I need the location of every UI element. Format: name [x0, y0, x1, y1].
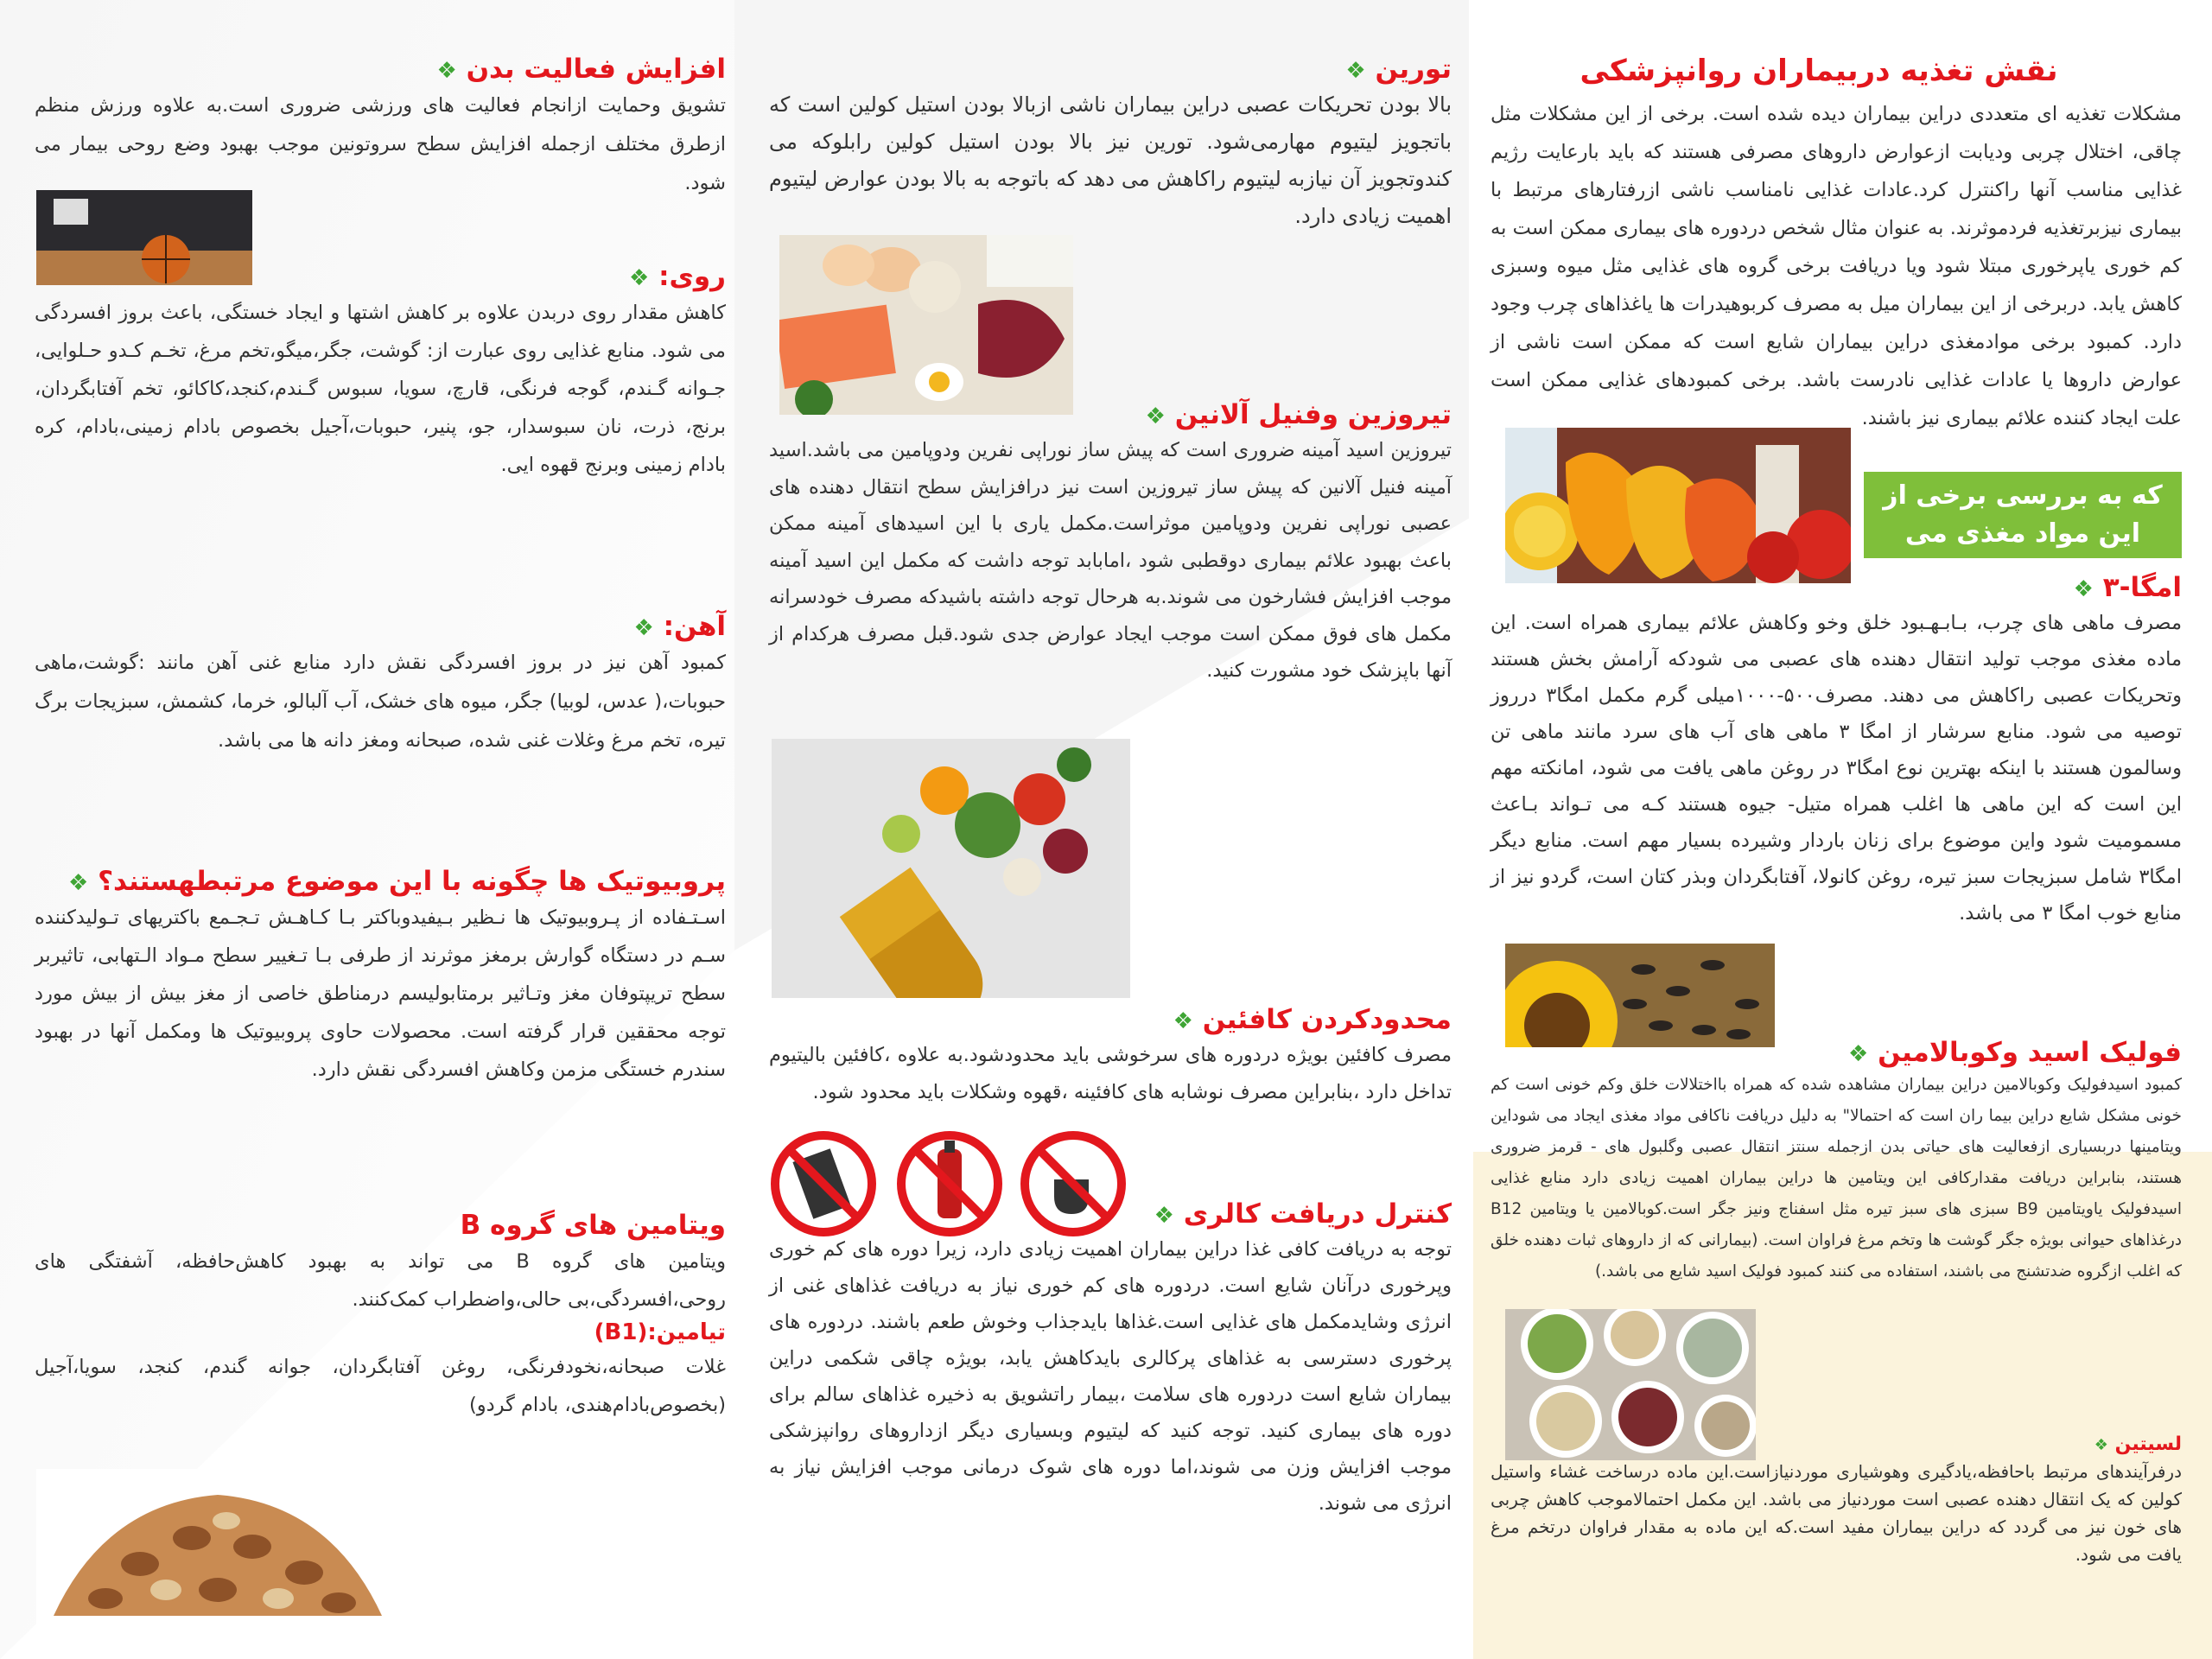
calorie-title: کنترل دریافت کالری ❖: [1154, 1198, 1452, 1230]
zinc-text: کاهش مقدار روی دربدن علاوه بر کاهش اشتها و ایجاد خستگی، باعث بروز افسردگی می شود. منابع غذایی روی عبارت از: گوشت، جگر،میگو،تخم مرغ، تخـم کـدو حـلوایی، جـوانه گـندم، گوجه فرنگی، قارچ، سویا، سبوس گـندم،کنجد،کاکائو، تخم آفتابگردان، برنج، ذرت، نان سبوسدار، جو، پنیر، حبوبات،آجیل بخصوص بادام زمینی،بادام، کره بادام زمینی وبرنج قهوه ایی.: [35, 302, 726, 477]
caffeine-section: [769, 1002, 1452, 1111]
vitamin-b-section: [35, 1208, 726, 1424]
iron-title: آهن: ❖: [633, 611, 726, 642]
tyrosine-section: [769, 397, 1452, 690]
folic-section: [1491, 1035, 2182, 1287]
folic-title: فولیک اسید وکوبالامین ❖: [1848, 1037, 2182, 1068]
thiamine-text: غلات صبحانه،نخودفرنگی، روغن آفتابگردان، جوانه گندم، کنجد، سویا،آجیل (بخصوص‌بادام‌هندی، بادام‌ گردو): [35, 1356, 726, 1417]
activity-title: افزایش فعالیت بدن ❖: [436, 54, 726, 85]
supplement-capsule-image: [772, 739, 1130, 998]
lecithin-section: [1491, 1433, 2182, 1568]
taurine-text: بالا بودن تحریکات عصبی دراین بیماران ناشی ازبالا بودن استیل کولین است که باتجویز لیتیوم مهارمی‌شود. تورین نیز بالا بودن استیل کولین رابلوکه می کندوتجویز آن نیازبه لیتیوم راکاهش می دهد که باتوجه به بالا بودن عوارض لیتیوم اهمیت زیادی دارد.: [769, 92, 1452, 229]
probiotic-text: اسـتـفاده از پـروبیوتیک ها نـظیر بـیفیدوباکتر بـا کـاهـش تـجـمع باکتریهای تـولیدکننده سـم در دستگاه گوارش برمغز موثرند از طرفی بـا تـغییر سطح مـواد الـتهابی، تاثیربر سطح تریپتوفان مغز وتـاثیر برمتابولیسم درمناطق خاصی از مغز بیش از بیش مورد توجه محققین قرار گرفته است. محصولات حاوی پروبیوتیک ها ومکمل آنها در بهبود سندرم خستگی مزمن وکاهش افسردگی نقش دارد.: [35, 906, 726, 1082]
vitamin-b-title: ویتامین های گروه B: [460, 1210, 726, 1241]
lecithin-text: درفرآیندهای مرتبط باحافظه،یادگیری وهوشیاری موردنیازاست.این ماده درساخت غشاء واستیل کولین که یک انتقال دهنده عصبی است موردنیاز می باشد. این مکمل احتمالاموجب کاهش چربی های خون نیز می گردد که دراین بیماران مفید است.که این ماده به مقدار فراوان درتخم مرغ یافت می شود.: [1491, 1460, 2182, 1565]
activity-text: تشویق وحمایت ازانجام فعالیت های ورزشی ضروری است.به علاوه ورزش منظم ازطرق مختلف ازجمله افزایش سطح سروتونین موجب بهبود وضع روحی بیمار می شود.: [35, 94, 726, 195]
vegetables-image: [1505, 428, 1851, 583]
protein-foods-image: [779, 235, 1073, 415]
zinc-title: روی: ❖: [628, 261, 726, 292]
diamond-icon: ❖: [1145, 404, 1166, 429]
diamond-icon: ❖: [67, 870, 89, 896]
taurine-section: [769, 52, 1452, 235]
iron-text: کمبود آهن نیز در بروز افسردگی نقش دارد منابع غنی آهن مانند :گوشت،ماهی حبوبات،( عدس، لوبیا) جگر، میوه های خشک، آب آلبالو، خرما، کشمش، سبزیجات برگ تیره، تخم مرغ وغلات غنی شده، صبحانه ومغز دانه ها می باشد.: [35, 652, 726, 753]
omega-title: امگا-۳ ❖: [2073, 572, 2182, 603]
diamond-icon: ❖: [2073, 576, 2094, 602]
main-title: نقش تغذیه دربیماران روانپزشکی: [1580, 54, 2058, 88]
zinc-section: [35, 259, 726, 484]
activity-section: [35, 52, 726, 203]
probiotic-section: [35, 864, 726, 1089]
diamond-icon: ❖: [1154, 1203, 1174, 1229]
highlight-box: که به بررسی برخی از این مواد مغذی می پردازیم": [1864, 472, 2182, 558]
caffeine-text: مصرف کافئین بویژه دردوره های سرخوشی باید محدودشود.به علاوه ،کافئین بالیتیوم تداخل دارد ،بنابراین مصرف نوشابه های کافئینه ،قهوه وشکلات باید محدود شود.: [769, 1044, 1452, 1104]
omega-text: مصرف ماهی های چرب، بـابـهـبود خلق وخو وکاهش علائم بیماری همراه است. این ماده مغذی موجب تولید انتقال دهنده های عصبی می شودکه آرامش بخش هستند وتحریکات عصبی راکاهش می دهند. مصرف۵۰۰-۱۰۰۰میلی گرم مکمل امگا۳ درروز توصیه می شود. منابع سرشار از امگا ۳ ماهی های آب های سرد مانند ماهی تن وسالمون هستند با اینکه بهترین نوع امگا۳ در روغن ماهی یافت می شود، امانکته مهم این است که این ماهی ها اغلب همراه متیل- جیوه هستند کـه می تـواند بـاعث مسمومیت شود واین موضوع برای زنان باردار وشیرده بسیار مهم است. منابع دیگر امگا۳ شامل سبزیجات سبز تیره، روغن کانولا، آفتابگردان وبذر کتان است، گردو نیز از منابع خوب امگا ۳ می باشد.: [1491, 612, 2183, 925]
diamond-icon: ❖: [633, 615, 654, 641]
diamond-icon: ❖: [1345, 58, 1366, 84]
folic-text: کمبود اسیدفولیک وکوبالامین دراین بیماران مشاهده شده که همراه بااختلالات خلق وکم خونی است کم خونی مشکل شایع دراین بیما ران است که احتمالا" به دلیل دریافت ناکافی مواد مغذی ایجاد می شوداین ویتامینها دربسیاری ازفعالیت های حیاتی بدن ازجمله سنتز انتقال عصبی وگلبول های - قرمز ضروری هستند، بنابراین دریافت مقدارکافی این ویتامین ها دراین بیماران اهمیت زیادی دارد منابع غذایی اسیدفولیک یاویتامین B9 سبزی های سبز تیره مثل اسفناج ونیز جگر است.کوبالامین یا ویتامین B12 درغذاهای حیوانی بویژه جگر گوشت ها وتخم مرغ فراوان است. (بیمارانی که از داروهای ثبات دهنده خلق که اغلب ازگروه ضدتشنج می باشند، استفاده می کنند کمبود فولیک اسید شایع می باشد.): [1491, 1076, 2182, 1281]
tyrosine-text: تیروزین اسید آمینه ضروری است که پیش ساز نوراپی نفرین ودوپامین می باشد.اسید آمینه فنیل آلانین که پیش ساز تیروزین است نیز درافزایش سطح انتقال دهنده های عصبی نوراپی نفرین ودوپامین موثراست.مکمل یاری با این اسیدهای آمینه ممکن باعث بهبود علائم بیماری دوقطبی شود ،امابابد توجه داشت که مکمل این اسید آمینه موجب افزایش فشارخون می شوند.به هرحال توجه داشته باشیدکه مصرف خودسرانه مکمل های فوق ممکن است موجب ایجاد عوارض جدی شود.قبل مصرف هرکدام از آنها باپزشک خود مشورت کنید.: [769, 439, 1452, 683]
taurine-title: تورین ❖: [1345, 54, 1452, 85]
diamond-icon: ❖: [2094, 1436, 2108, 1454]
mixed-nuts-image: [36, 1469, 399, 1642]
intro-text: مشکلات تغذیه ای متعددی دراین بیماران دیده شده است. برخی از این مشکلات مثل چاقی، اختلال چربی ودیابت ازعوارض داروهای مصرفی هستند که باید بارعایت رژیم غذایی مناسب آنها راکنترل کرد.عادات غذایی نامناسب ناشی ازرفتارهای مرتبط با بیماری نیزبرتغذیه فردموثرند. به عنوان مثال شخص دردوره های بیماری ممکن است به کم خوری یاپرخوری مبتلا شود ویا دریافت برخی گروه های غذایی مثل میوه وسبزی کاهش یابد. دربرخی از این بیماران میل به مصرف کربوهیدرات ها یاغذاهای چرب وجود دارد. کمبود برخی موادمغذی دراین بیماران شایع است که ممکن است ناشی از عوارض داروها یا عادات غذایی نادرست باشد. برخی کمبودهای غذایی ممکن است علت ایجاد کننده علائم بیماری نیز باشند.: [1491, 103, 2182, 430]
right-column: [1491, 52, 2182, 437]
diamond-icon: ❖: [1173, 1008, 1193, 1034]
tyrosine-title: تیروزین وفنیل آلانین ❖: [1145, 399, 1452, 430]
calorie-section: [769, 1197, 1452, 1522]
lecithin-title: لسیتین ❖: [2094, 1433, 2182, 1455]
calorie-text: توجه به دریافت کافی غذا دراین بیماران اهمیت زیادی دارد، زیرا دوره های کم خوری وپرخوری درآنان شایع است. دردوره های کم خوری نیاز به دریافت غذاهای غنی از انرژی وشایدمکمل های غذایی است.غذاها بایدجذاب وخوش طعم باشند. دردوره های پرخوری دسترسی به غذاهای پرکالری بایدکاهش یابد، بویژه چاقی شکمی دراین بیماران شایع است دردوره های سلامت ،بیمار راتشویق به ذخیره غذاهای سالم برای دوره های بیماری کنید. توجه کنید که لیتیوم وبسیاری دیگر ازداروهای روانپزشکی موجب افزایش وزن می شوند،اما دوره های شوک درمانی موجب افزایش نیاز به انرژی می شوند.: [769, 1238, 1452, 1516]
caffeine-title: محدودکردن کافئین ❖: [1173, 1004, 1452, 1035]
vitamin-b-text: ویتامین های گروه B می تواند به بهبود کاهش‌حافظه، آشفتگی های روحی،افسردگی،بی حالی،واضطراب کمک‌کنند.: [35, 1250, 726, 1312]
diamond-icon: ❖: [1848, 1041, 1869, 1067]
thiamine-title: تیامین:(B1): [594, 1319, 726, 1346]
sunflower-seeds-image: [1505, 944, 1775, 1047]
probiotic-title: پروبیوتیک ها چگونه با این موضوع مرتبطهستند؟ ❖: [67, 866, 726, 897]
diamond-icon: ❖: [436, 58, 457, 84]
iron-section: [35, 609, 726, 760]
omega-section: [1491, 570, 2182, 931]
diamond-icon: ❖: [628, 265, 650, 291]
